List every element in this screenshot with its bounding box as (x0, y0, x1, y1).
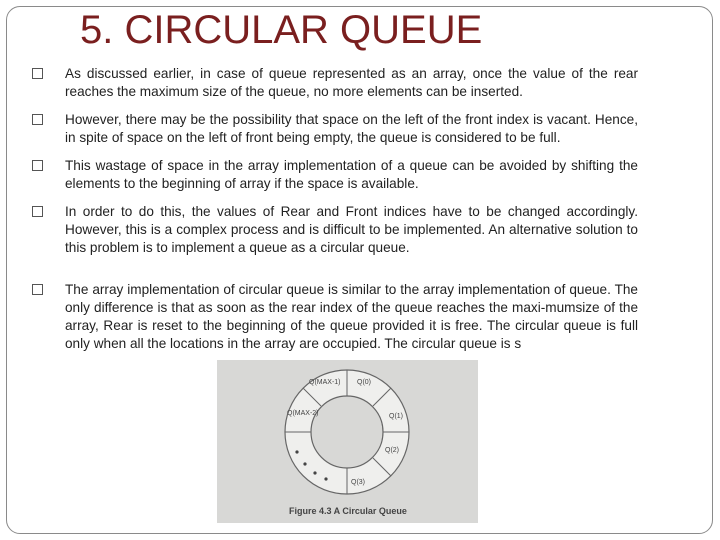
continuation-dot (303, 462, 306, 465)
figure-caption: Figure 4.3 A Circular Queue (289, 506, 407, 516)
continuation-dot (313, 471, 316, 474)
continuation-dot (324, 477, 327, 480)
bullet-text: This wastage of space in the array implementation of a queue can be avoided by shifting the elements to the beginning of array if the space is available. (65, 158, 638, 191)
slot-label: Q(0) (357, 379, 371, 386)
circular-queue-figure (217, 360, 478, 523)
bullet-text: In order to do this, the values of Rear and Front indices have to be changed accordingly. However, this is a complex process and is difficult to be implemented. An alternative solution to this problem is to implement a queue as a circular queue. (65, 204, 638, 255)
inner-ring (311, 396, 383, 468)
square-bullet-icon (32, 160, 43, 171)
slot-label: Q(MAX-1) (309, 379, 341, 386)
slot-label: Q(3) (351, 479, 365, 486)
bullet-list (32, 65, 638, 363)
bullet-item (32, 65, 638, 101)
slot-label: Q(1) (389, 413, 403, 420)
square-bullet-icon (32, 206, 43, 217)
square-bullet-icon (32, 68, 43, 79)
slot-label: Q(2) (385, 447, 399, 454)
bullet-item (32, 203, 638, 257)
bullet-item (32, 111, 638, 147)
bullet-item (32, 281, 638, 353)
circular-queue-diagram (217, 360, 478, 523)
bullet-text: However, there may be the possibility that space on the left of the front index is vacant. Hence, in spite of space on the left of front being empty, the queue is considered to be full. (65, 112, 638, 145)
continuation-dot (295, 450, 298, 453)
square-bullet-icon (32, 284, 43, 295)
bullet-text: The array implementation of circular queue is similar to the array implementation of queue. The only difference is that as soon as the rear index of the queue reaches the maxi-mumsize of the array, Rear is reset to the beginning of the queue provided it is free. The circular queue is full only when all the locations in the array are occupied. The circular queue is s (65, 282, 638, 351)
square-bullet-icon (32, 114, 43, 125)
bullet-text: As discussed earlier, in case of queue represented as an array, once the value of the rear reaches the maximum size of the queue, no more elements can be inserted. (65, 66, 638, 99)
slide-title: 5. CIRCULAR QUEUE (80, 8, 483, 52)
slot-label: Q(MAX-2) (287, 410, 319, 417)
bullet-item (32, 157, 638, 193)
